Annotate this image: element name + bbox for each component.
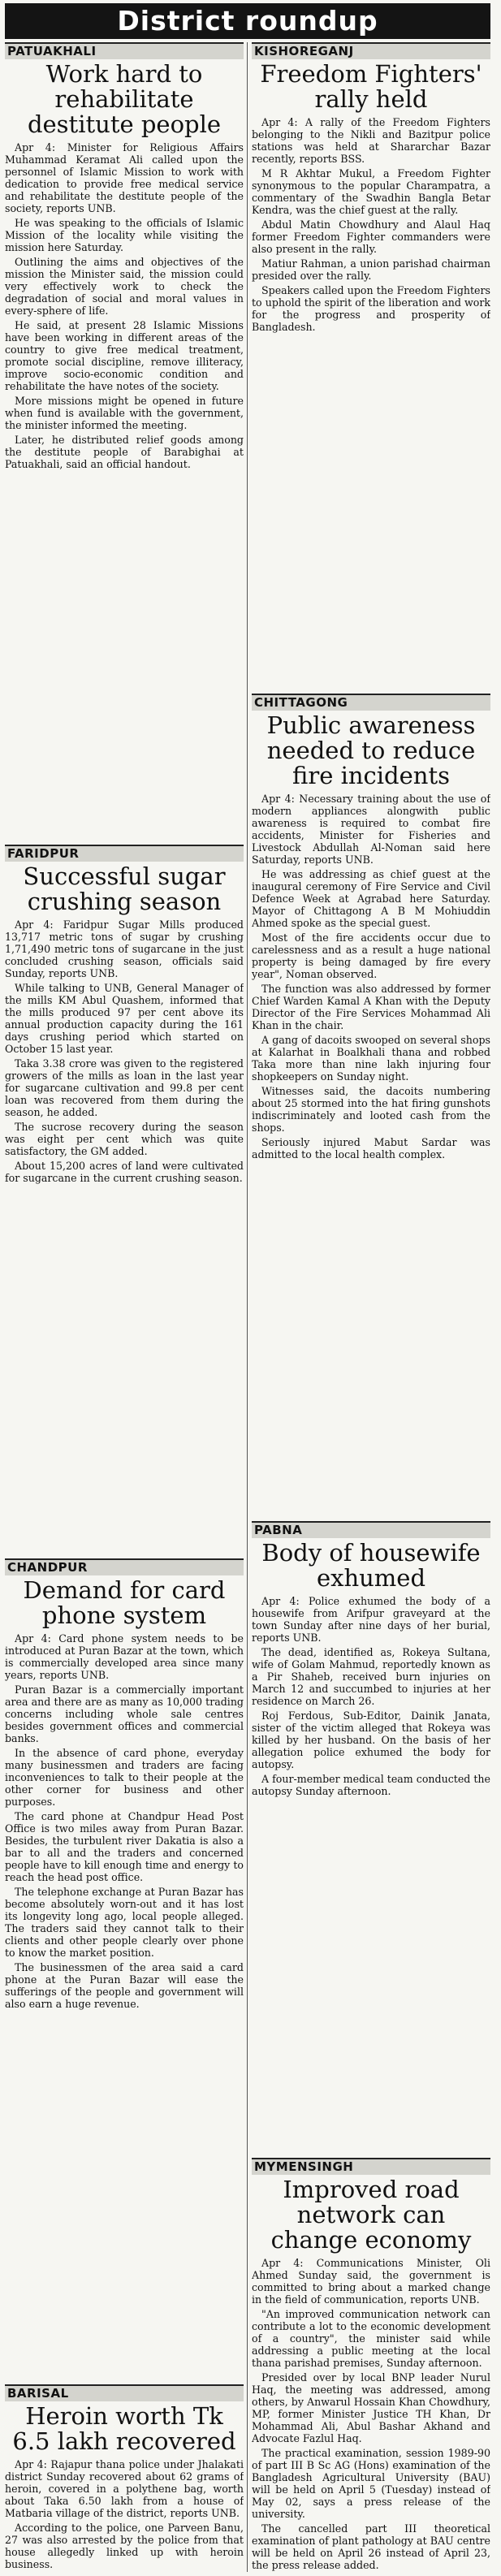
story-paragraph: Roj Ferdous, Sub-Editor, Dainik Janata, sister of the victim alleged that Rokeya was killed by her husband. On the basis of her allegation police exhumed the body for autopsy.	[252, 1709, 490, 1770]
news-story	[5, 845, 244, 1184]
story-paragraph: Outlining the aims and objectives of the mission the Minister said, the mission could very effectively work to check the degradation of social and moral values in every-sphere of life.	[5, 256, 244, 317]
story-paragraph: Apr 4: Card phone system needs to be introduced at Puran Bazar at the town, which is commercially developed area since many years, reports UNB.	[5, 1632, 244, 1681]
story-paragraph: The function was also addressed by former Chief Warden Kamal A Khan with the Deputy Director of the Fire Services Mohammad Ali Khan in the chair.	[252, 983, 490, 1031]
news-story	[5, 42, 244, 470]
story-dateline: MYMENSINGH	[252, 2158, 490, 2175]
story-paragraph: A four-member medical team conducted the autopsy Sunday afternoon.	[252, 1773, 490, 1797]
story-paragraph: He was addressing as chief guest at the inaugural ceremony of Fire Service and Civil Defence Week at Agrabad here Saturday. Mayor of Chittagong A B M Mohiuddin Ahmed spoke as the special guest.	[252, 868, 490, 929]
story-paragraph: Apr 4: Police exhumed the body of a housewife from Arifpur graveyard at the town Sunday after nine days of her burial, reports UNB.	[252, 1595, 490, 1644]
story-paragraph: Later, he distributed relief goods among the destitute people of Barabighai at Patuakhali, said an official handout.	[5, 434, 244, 470]
page-title: District roundup	[5, 3, 490, 39]
story-paragraph: The businessmen of the area said a card phone at the Puran Bazar will ease the sufferings of the people and government will also earn a huge revenue.	[5, 1961, 244, 2010]
story-headline: Heroin worth Tk 6.5 lakh recovered	[12, 2402, 236, 2455]
story-paragraph: More missions might be opened in future when fund is available with the government, the minister informed the meeting.	[5, 395, 244, 431]
story-paragraph: Apr 4: Communications Minister, Oli Ahmed Sunday said, the government is committed to bring about a marked change in the field of communication, reports UNB.	[252, 2257, 490, 2306]
story-dateline: PABNA	[252, 1521, 490, 1538]
right-column	[252, 42, 490, 2572]
story-paragraph: Taka 3.38 crore was given to the registered growers of the mills as loan in the last year for sugarcane cultivation and 99.8 per cent loan was recovered from them during the season, he added.	[5, 1057, 244, 1118]
story-paragraph: He was speaking to the officials of Islamic Mission of the locality while visiting the mission here Saturday.	[5, 217, 244, 253]
story-paragraph: Most of the fire accidents occur due to carelessness and as a result a huge national property is being damaged by fire every year", Noman observed.	[252, 931, 490, 980]
story-paragraph: Apr 4: Rajapur thana police under Jhalakati district Sunday recovered about 62 grams of heroin, covered in a polythene bag, worth about Taka 6.50 lakh from a house of Matbaria village of the district, reports UNB.	[5, 2458, 244, 2519]
story-dateline: KISHOREGANJ	[252, 42, 490, 59]
news-story	[252, 1521, 490, 1797]
story-paragraph: The cancelled part III theoretical examination of plant pathology at BAU centre will be held on April 26 instead of April 23, the press release added.	[252, 2522, 490, 2571]
story-headline: Improved road network can change economy	[270, 2176, 472, 2254]
story-paragraph: He said, at present 28 Islamic Missions have been working in different areas of the country to give free medical treatment, promote social discipline, remove illiteracy, improve socio-economic condition and rehabilitate the have notes of the society.	[5, 319, 244, 392]
story-paragraph: In the absence of card phone, everyday many businessmen and traders are facing inconveniences to talk to their people at the other corner for business and other purposes.	[5, 1747, 244, 1808]
story-paragraph: About 15,200 acres of land were cultivated for sugarcane in the current crushing season.	[5, 1160, 244, 1184]
story-dateline: PATUAKHALI	[5, 42, 244, 59]
news-story	[5, 1558, 244, 2010]
story-dateline: BARISAL	[5, 2384, 244, 2401]
story-paragraph: The sucrose recovery during the season was eight per cent which was quite satisfactory, the GM added.	[5, 1121, 244, 1157]
story-dateline: FARIDPUR	[5, 845, 244, 862]
story-paragraph: "An improved communication network can contribute a lot to the economic development of a country", the minister said while addressing a public meeting at the local thana parishad premises, Sunday afternoon.	[252, 2308, 490, 2369]
story-paragraph: Speakers called upon the Freedom Fighters to uphold the spirit of the liberation and work for the progress and prosperity of Bangladesh.	[252, 284, 490, 333]
column-divider	[247, 42, 248, 2572]
story-paragraph: The telephone exchange at Puran Bazar has become absolutely worn-out and it has lost its longevity long ago, local people alleged. The traders said they cannot talk to their clients and other people clearly over phone to know the market position.	[5, 1886, 244, 1959]
story-paragraph: Apr 4: Faridpur Sugar Mills produced 13,717 metric tons of sugar by crushing 1,71,490 metric tons of sugarcane in the just concluded crushing season, officials said Sunday, reports UNB.	[5, 918, 244, 979]
news-story	[5, 2384, 244, 2570]
news-story	[252, 42, 490, 333]
story-dateline: CHANDPUR	[5, 1558, 244, 1575]
story-paragraph: Apr 4: Necessary training about the use of modern appliances alongwith public awareness is required to combat fire accidents, Minister for Fisheries and Livestock Abdullah Al-Noman said here Saturday, reports UNB.	[252, 793, 490, 866]
story-headline: Successful sugar crushing season	[23, 862, 226, 915]
story-paragraph: According to the police, one Parveen Banu, 27 was also arrested by the police from that house allegedly linked up with heroin business.	[5, 2522, 244, 2570]
story-headline: Work hard to rehabilitate destitute people	[27, 60, 222, 138]
story-paragraph: The card phone at Chandpur Head Post Office is two miles away from Puran Bazar. Besides, the turbulent river Dakatia is also a bar to all and the traders and concerned people have to kill enough time and energy to reach the head post office.	[5, 1810, 244, 1883]
story-paragraph: The practical examination, session 1989-90 of part III B Sc AG (Hons) examination of the Bangladesh Agricultural University (BAU) will be held on April 5 (Tuesday) instead of May 02, says a press release of the university.	[252, 2447, 490, 2520]
story-headline: Freedom Fighters' rally held	[260, 60, 482, 113]
story-headline: Public awareness needed to reduce fire incidents	[266, 711, 476, 789]
story-headline: Demand for card phone system	[23, 1576, 226, 1629]
story-headline: Body of housewife exhumed	[261, 1539, 481, 1592]
story-paragraph: Apr 4: A rally of the Freedom Fighters belonging to the Nikli and Bazitpur police stations was held at Shararchar Bazar recently, reports BSS.	[252, 116, 490, 165]
story-paragraph: M R Akhtar Mukul, a Freedom Fighter synonymous to the popular Charampatra, a commentary of the Swadhin Bangla Betar Kendra, was the chief guest at the rally.	[252, 167, 490, 216]
story-paragraph: Presided over by local BNP leader Nurul Haq, the meeting was addressed, among others, by Anwarul Hossain Khan Chowdhury, MP, former Minister Justice TH Khan, Dr Mohammad Ali, Abul Bashar Akhand and Advocate Fazlul Haq.	[252, 2371, 490, 2444]
story-paragraph: While talking to UNB, General Manager of the mills KM Abul Quashem, informed that the mills produced 97 per cent above its annual production capacity during the 161 days crushing period which started on October 15 last year.	[5, 982, 244, 1055]
story-paragraph: Abdul Matin Chowdhury and Alaul Haq former Freedom Fighter commanders were also present in the rally.	[252, 218, 490, 255]
story-paragraph: Witnesses said, the dacoits numbering about 25 stormed into the hat firing gunshots indiscriminately and looted cash from the shops.	[252, 1085, 490, 1134]
story-paragraph: Matiur Rahman, a union parishad chairman presided over the rally.	[252, 257, 490, 282]
news-story	[252, 2158, 490, 2571]
story-paragraph: Apr 4: Minister for Religious Affairs Muhammad Keramat Ali called upon the personnel of Islamic Mission to work with dedication to provide free medical service and rehabilitate the destitute people of the society, reports UNB.	[5, 141, 244, 214]
story-paragraph: A gang of dacoits swooped on several shops at Kalarhat in Boalkhali thana and robbed Taka more than nine lakh injuring four shopkeepers on Sunday night.	[252, 1034, 490, 1083]
story-paragraph: The dead, identified as, Rokeya Sultana, wife of Golam Mahmud, reportedly known as a Pir Shaheb, received burn injuries on March 12 and succumbed to injuries at her residence on March 26.	[252, 1646, 490, 1707]
left-column	[5, 42, 244, 2572]
news-story	[252, 694, 490, 1160]
story-dateline: CHITTAGONG	[252, 694, 490, 711]
story-paragraph: Seriously injured Mabut Sardar was admitted to the local health complex.	[252, 1136, 490, 1160]
story-paragraph: Puran Bazar is a commercially important area and there are as many as 10,000 trading concerns including whole sale centres besides government offices and commercial banks.	[5, 1683, 244, 1744]
